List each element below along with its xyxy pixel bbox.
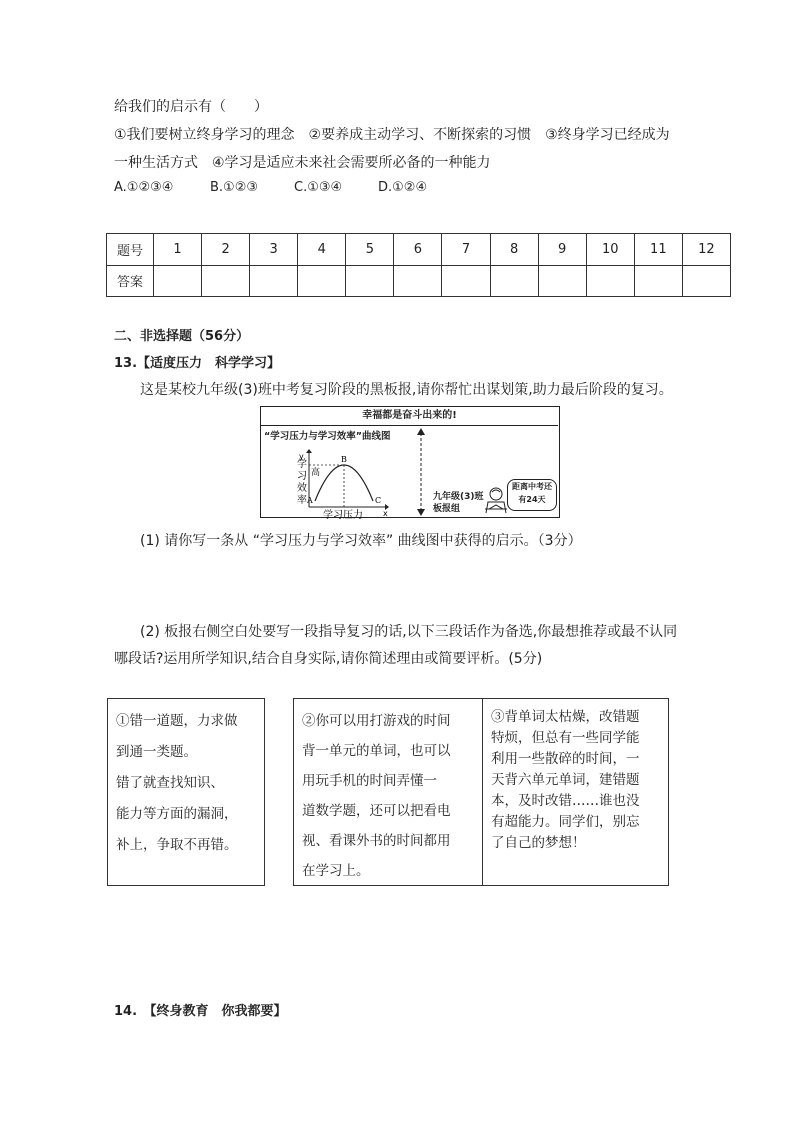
box3-line: 有超能力。同学们，别忘 — [491, 814, 640, 830]
table-cell-number: 3 — [250, 234, 298, 266]
class-name-line2: 板报组 — [433, 504, 461, 514]
box2-line: 背一单元的单词，也可以 — [302, 743, 451, 759]
table-cell-number: 9 — [538, 234, 586, 266]
x-axis-label: 学习压力 — [323, 510, 363, 521]
table-cell-number: 12 — [682, 234, 730, 266]
point-label-c: C — [375, 496, 382, 505]
table-cell-number: 10 — [586, 234, 634, 266]
q12-options-line2: 一种生活方式 ④学习是适应未来社会需要所必备的一种能力 — [114, 155, 491, 171]
box3-line: ③背单词太枯燥，改错题 — [491, 709, 640, 725]
answer-cell[interactable] — [538, 265, 586, 297]
y-axis-arrow — [306, 449, 312, 453]
y-axis-label-char: 习 — [297, 471, 307, 482]
y-axis-label-char: 学 — [297, 459, 307, 470]
box1-line: 补上，争取不再错。 — [116, 837, 238, 853]
answer-cell[interactable] — [442, 265, 490, 297]
q12-choice-a: A.①②③④ — [114, 180, 174, 195]
blackboard-figure — [260, 406, 560, 521]
q13-sub2-line2: 哪段话?运用所学知识,结合自身实际,请你简述理由或简要评析。(5分) — [114, 651, 543, 667]
answer-cell[interactable] — [346, 265, 394, 297]
box3-line: 天背六单元单词，建错题 — [491, 772, 640, 788]
q12-choice-b: B.①②③ — [210, 180, 259, 195]
board-banner: 幸福都是奋斗出来的! — [261, 407, 558, 426]
y-marker-high: 高 — [311, 468, 321, 478]
q13-sub2-line1: (2) 板报右侧空白处要写一段指导复习的话,以下三段话作为备选,你最想推荐或最不认同 — [140, 624, 678, 640]
box3-line: 特烦，但总有一些同学能 — [491, 730, 640, 746]
table-cell-number: 5 — [346, 234, 394, 266]
answer-cell[interactable] — [490, 265, 538, 297]
answer-cell[interactable] — [154, 265, 202, 297]
student-reading-icon — [483, 485, 509, 515]
divider-arrow-icon — [415, 427, 427, 517]
chart-title: “学习压力与学习效率”曲线图 — [264, 431, 391, 442]
answer-cell[interactable] — [298, 265, 346, 297]
option-box-2 — [293, 698, 483, 886]
box1-line: 错了就查找知识、 — [116, 775, 224, 791]
y-axis-label-char: 率 — [297, 495, 307, 506]
point-label-a: A — [307, 496, 313, 505]
table-header-answer: 答案 — [107, 265, 154, 297]
option-box-3 — [482, 698, 669, 886]
box2-line: 在学习上。 — [302, 863, 370, 879]
box2-line: ②你可以用打游戏的时间 — [302, 713, 451, 729]
table-header-number: 题号 — [107, 234, 154, 266]
table-cell-number: 8 — [490, 234, 538, 266]
answer-cell[interactable] — [250, 265, 298, 297]
countdown-bubble — [507, 479, 557, 511]
option-box-1 — [107, 698, 265, 886]
box1-line: 能力等方面的漏洞， — [116, 806, 238, 822]
answer-cell[interactable] — [586, 265, 634, 297]
box1-line: 到通一类题。 — [116, 744, 197, 760]
y-axis-letter: y — [299, 452, 304, 461]
q13-sub1: (1) 请你写一条从 “学习压力与学习效率” 曲线图中获得的启示。（3分） — [140, 533, 582, 549]
q12-choice-d: D.①②④ — [378, 180, 428, 195]
class-name-line1: 九年级(3)班 — [433, 492, 484, 502]
point-label-b: B — [341, 455, 347, 464]
board-class-name — [433, 491, 484, 515]
box2-line: 用玩手机的时间弄懂一 — [302, 773, 437, 789]
section-title: 二、非选择题（56分） — [114, 329, 250, 344]
q14-tag: 14. 【终身教育 你我都要】 — [114, 1004, 287, 1019]
answer-cell[interactable] — [634, 265, 682, 297]
table-cell-number: 1 — [154, 234, 202, 266]
box3-line: 本，及时改错……谁也没 — [491, 793, 640, 809]
answer-cell[interactable] — [682, 265, 730, 297]
table-row — [107, 234, 731, 266]
table-cell-number: 2 — [202, 234, 250, 266]
y-axis-label-char: 效 — [297, 483, 307, 494]
answer-cell[interactable] — [394, 265, 442, 297]
table-cell-number: 11 — [634, 234, 682, 266]
countdown-line1: 距离中考还 — [512, 482, 552, 491]
box3-line: 了自己的梦想！ — [491, 835, 586, 851]
answer-table — [106, 233, 731, 297]
answer-cell[interactable] — [202, 265, 250, 297]
x-axis-letter: x — [383, 509, 388, 518]
q12-options-line1: ①我们要树立终身学习的理念 ②要养成主动学习、不断探索的习惯 ③终身学习已经成为 — [114, 127, 670, 143]
box2-line: 道数学题，还可以把看电 — [302, 803, 451, 819]
table-cell-number: 4 — [298, 234, 346, 266]
q13-intro: 这是某校九年级(3)班中考复习阶段的黑板报,请你帮忙出谋划策,助力最后阶段的复习。 — [140, 382, 673, 398]
table-cell-number: 7 — [442, 234, 490, 266]
box3-line: 利用一些散碎的时间，一 — [491, 751, 640, 767]
q13-tag: 13.【适度压力 科学学习】 — [114, 356, 281, 371]
q12-stem-tail: 给我们的启示有（ ） — [114, 99, 268, 115]
table-row — [107, 265, 731, 297]
box1-line: ①错一道题，力求做 — [116, 713, 238, 729]
q12-choice-c: C.①③④ — [294, 180, 343, 195]
countdown-line2: 有24天 — [518, 495, 546, 504]
table-cell-number: 6 — [394, 234, 442, 266]
box2-line: 视、看课外书的时间都用 — [302, 833, 451, 849]
efficiency-chart — [293, 441, 393, 521]
